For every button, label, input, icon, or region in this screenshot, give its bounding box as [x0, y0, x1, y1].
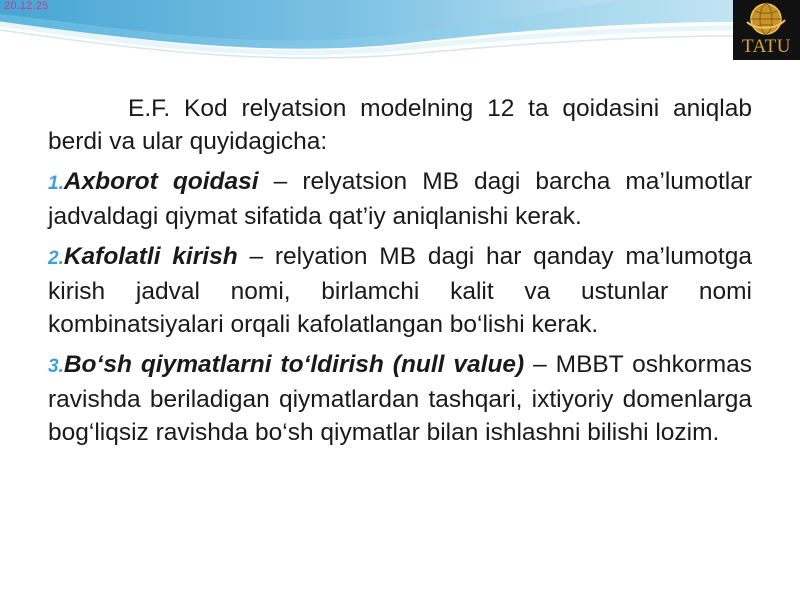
- rule-number: 3.: [48, 356, 64, 377]
- tatu-logo: [733, 0, 800, 60]
- slide-date: 20.12.25: [4, 0, 49, 12]
- globe-icon: [733, 0, 800, 40]
- slide-body: [48, 92, 752, 456]
- rule-item-1: [48, 165, 752, 233]
- rule-term: Bo‘sh qiymatlarni to‘ldirish (null value): [63, 351, 525, 378]
- logo-text: TATU: [741, 36, 792, 57]
- rule-term: Kafolatli kirish: [63, 243, 238, 270]
- header-wave-decoration: [0, 0, 800, 70]
- rule-number: 2.: [48, 248, 64, 269]
- rule-item-2: [48, 240, 752, 341]
- rule-text: – relyatsion MB dagi barcha ma’lumotlar jadvaldagi qiymat sifatida qat’iy aniqlanishi kerak.: [48, 168, 752, 230]
- rule-term: Axborot qoidasi: [63, 168, 259, 195]
- rule-text: – relyation MB dagi har qanday ma’lumotga kirish jadval nomi, birlamchi kalit va ustunlar nomi kombinatsiyalari orqali kafolatlangan bo‘lishi kerak.: [48, 243, 752, 338]
- rule-text: – MBBT oshkormas ravishda beriladigan qiymatlardan tashqari, ixtiyoriy domenlarga bog‘liqsiz ravishda bo‘sh qiymatlar bilan ishlashni bilishi lozim.: [48, 351, 753, 446]
- rule-item-3: [48, 348, 752, 449]
- rule-number: 1.: [48, 173, 64, 194]
- intro-paragraph: E.F. Kod relyatsion modelning 12 ta qoidasini aniqlab berdi va ular quyidagicha:: [48, 95, 752, 155]
